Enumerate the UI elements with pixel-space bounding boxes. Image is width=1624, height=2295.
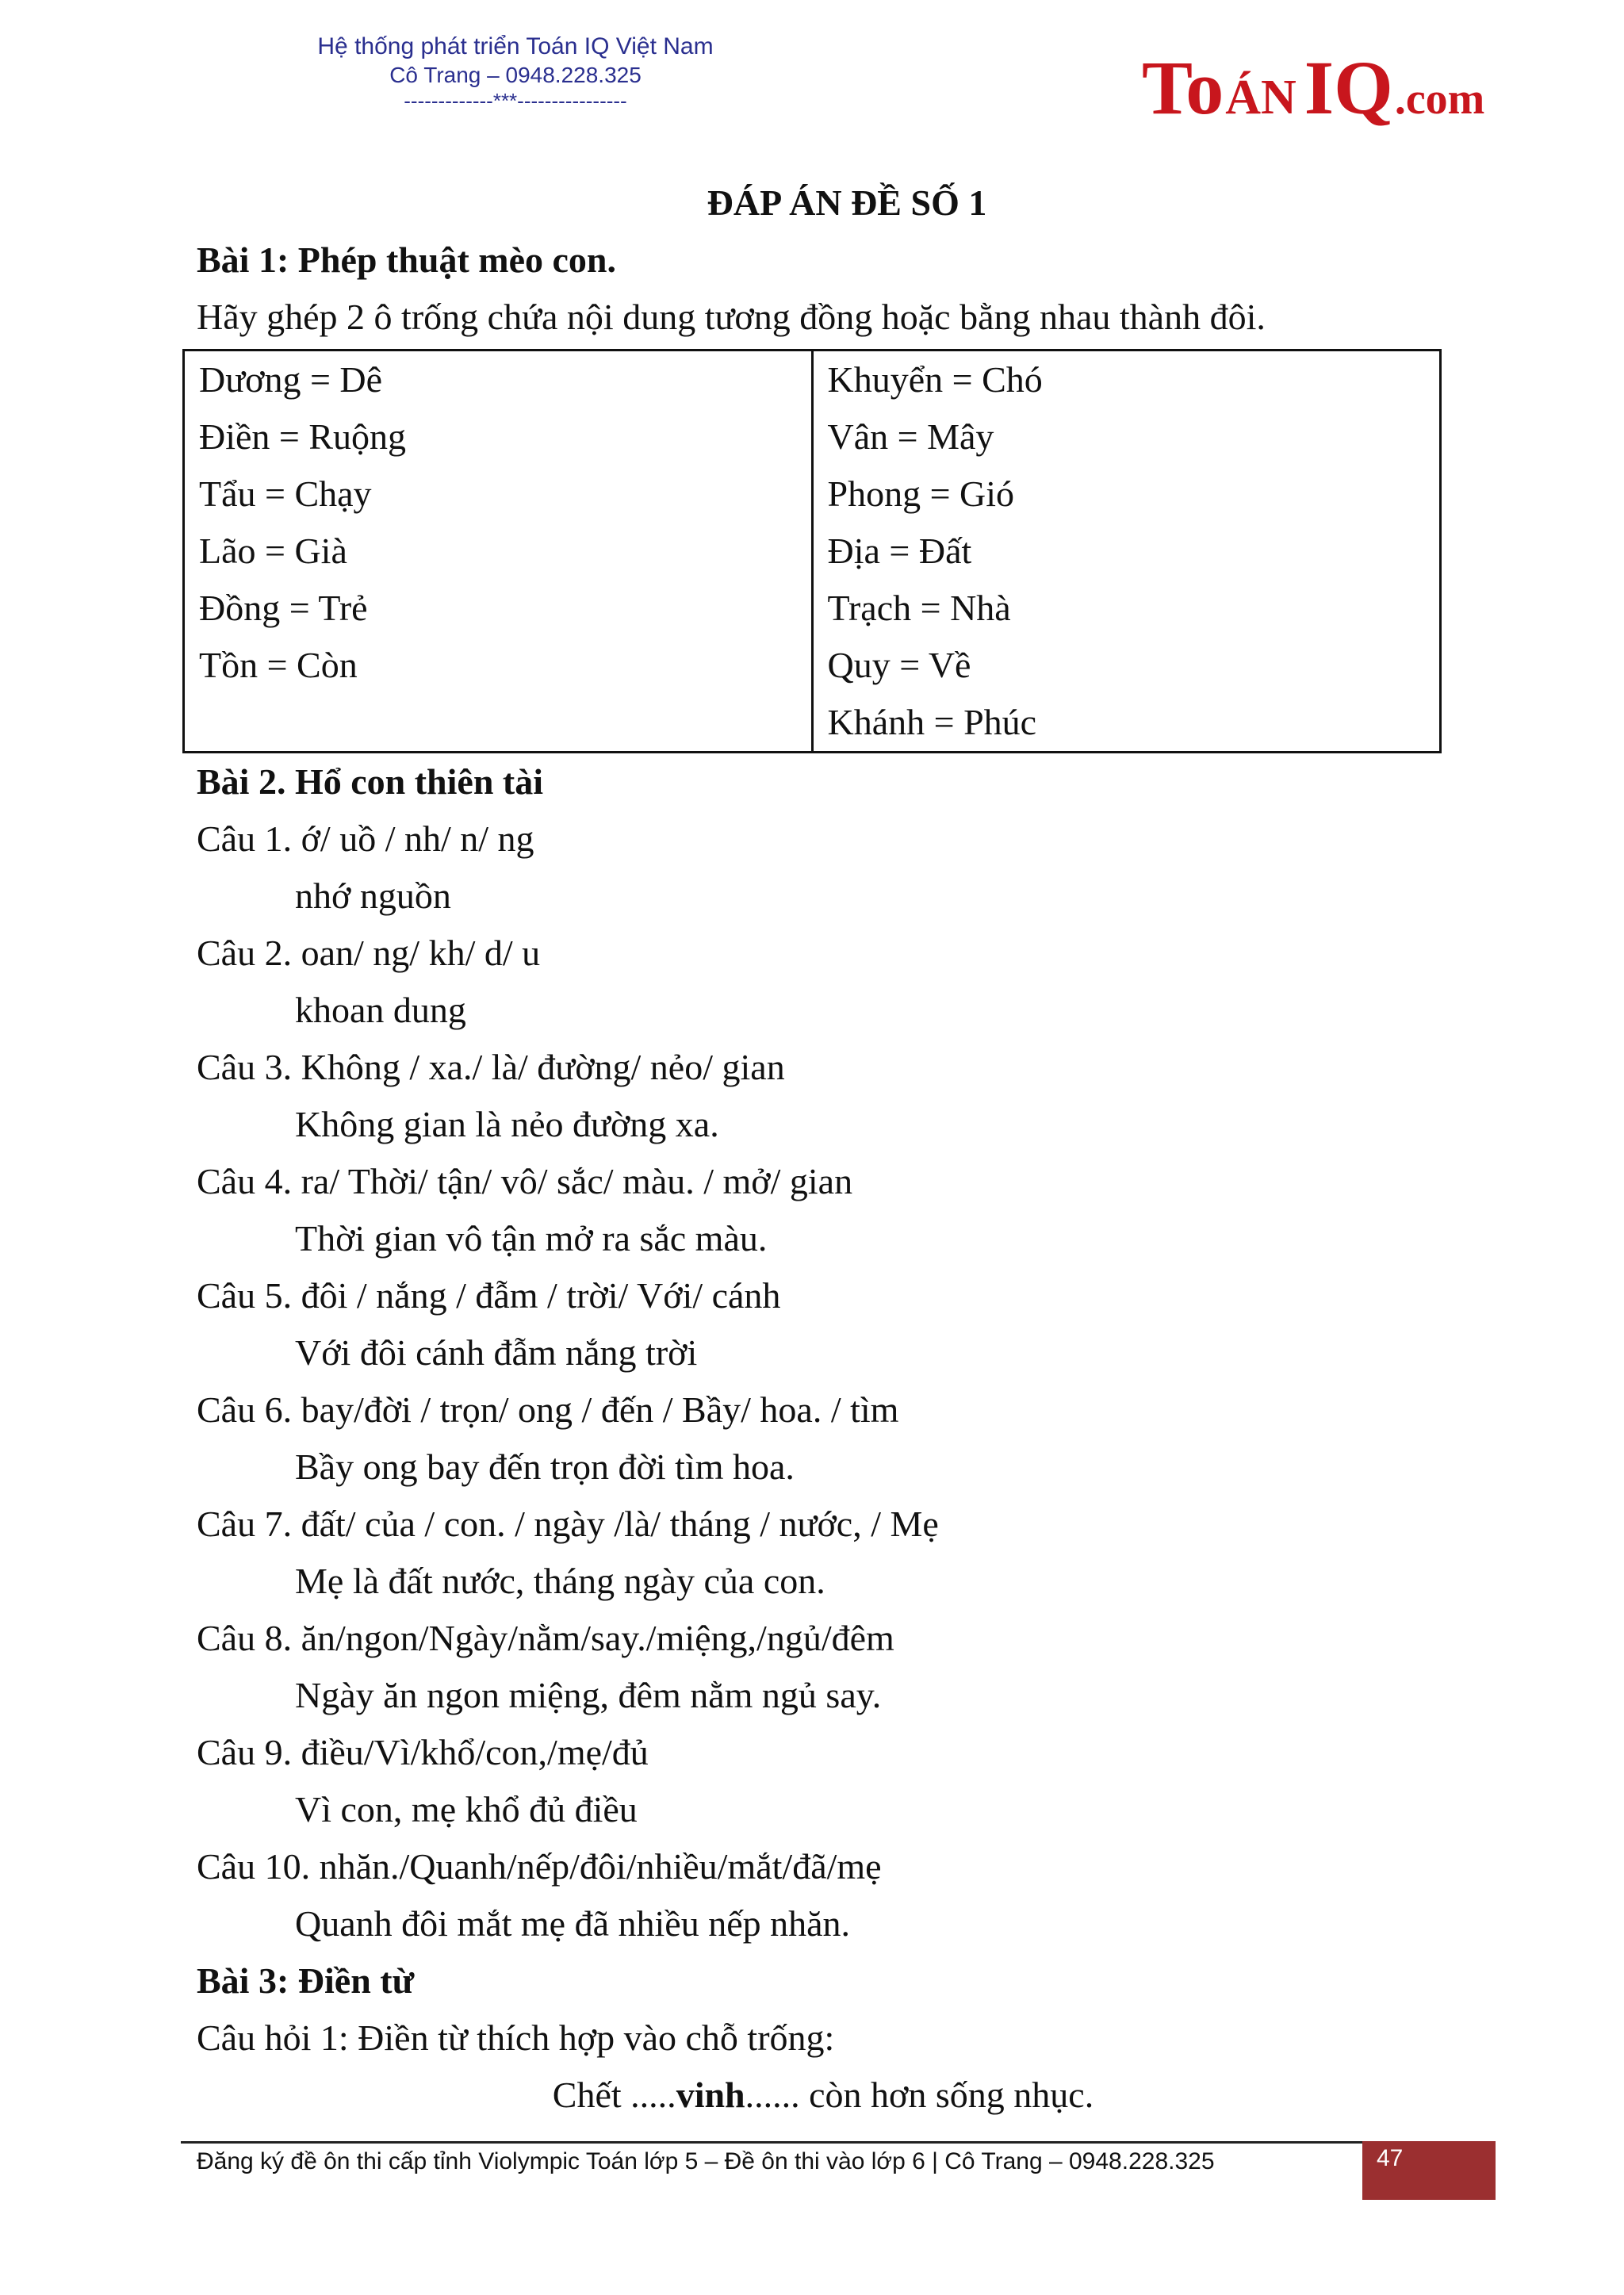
match-pair: Khuyển = Chó — [827, 359, 1043, 400]
match-pair: Quy = Về — [827, 645, 971, 685]
matching-table — [182, 349, 1442, 753]
answer-suffix: ...... còn hơn sống nhục. — [745, 2075, 1094, 2115]
answer-text: Ngày ăn ngon miệng, đêm nằm ngủ say. — [295, 1675, 882, 1715]
question-text: Câu 1. ớ/ uồ / nh/ n/ ng — [197, 818, 534, 859]
logo-part-an: ÁN — [1225, 71, 1297, 125]
answer-text: Với đôi cánh đẫm nắng trời — [295, 1332, 698, 1373]
document-body — [197, 174, 1450, 2124]
toaniq-logo — [1142, 44, 1484, 131]
match-pair: Tồn = Còn — [199, 645, 358, 685]
bai3-question: Câu hỏi 1: Điền từ thích hợp vào chỗ trống: — [197, 2017, 835, 2058]
match-pair: Tẩu = Chạy — [199, 473, 372, 514]
logo-part-iq: IQ — [1304, 45, 1393, 130]
matching-left-column — [184, 351, 813, 753]
logo-part-com: .com — [1394, 75, 1485, 124]
bai1-instruction: Hãy ghép 2 ô trống chứa nội dung tương đồng hoặc bằng nhau thành đôi. — [197, 297, 1266, 337]
question-text: Câu 6. bay/đời / trọn/ ong / đến / Bầy/ hoa. / tìm — [197, 1389, 899, 1430]
bai1-heading: Bài 1: Phép thuật mèo con. — [197, 239, 616, 280]
answer-prefix: Chết ..... — [552, 2075, 676, 2115]
header-org-name: Hệ thống phát triển Toán IQ Việt Nam — [317, 33, 714, 59]
question-text: Câu 2. oan/ ng/ kh/ d/ u — [197, 933, 541, 973]
page-number-badge — [1362, 2141, 1496, 2200]
match-pair: Trạch = Nhà — [827, 588, 1011, 628]
match-pair: Điền = Ruộng — [199, 416, 407, 457]
question-text: Câu 4. ra/ Thời/ tận/ vô/ sắc/ màu. / mở/ gian — [197, 1161, 853, 1201]
match-pair: Vân = Mây — [827, 416, 994, 457]
answer-text: Quanh đôi mắt mẹ đã nhiều nếp nhăn. — [295, 1903, 851, 1944]
header-organization-block — [238, 32, 793, 113]
matching-right-column — [812, 351, 1441, 753]
answer-fill-word: vinh — [676, 2075, 745, 2115]
header-teacher-contact: Cô Trang – 0948.228.325 — [389, 63, 642, 87]
answer-text: Thời gian vô tận mở ra sắc màu. — [295, 1218, 768, 1259]
footer-divider — [181, 2141, 1481, 2144]
answer-text: Không gian là nẻo đường xa. — [295, 1104, 719, 1144]
bai3-heading: Bài 3: Điền từ — [197, 1960, 415, 2001]
page-number: 47 — [1377, 2145, 1404, 2171]
match-pair: Dương = Dê — [199, 359, 383, 400]
footer-text: Đăng ký đề ôn thi cấp tỉnh Violympic Toán lớp 5 – Đề ôn thi vào lớp 6 | Cô Trang – 0948.228.325 — [197, 2148, 1215, 2174]
match-pair: Lão = Già — [199, 531, 347, 571]
answer-text: Bầy ong bay đến trọn đời tìm hoa. — [295, 1446, 795, 1487]
question-text: Câu 5. đôi / nắng / đẫm / trời/ Với/ cánh — [197, 1275, 781, 1316]
answer-text: Mẹ là đất nước, tháng ngày của con. — [295, 1561, 825, 1601]
match-pair: Địa = Đất — [827, 531, 972, 571]
logo-part-to: To — [1142, 45, 1224, 130]
page-title: ĐÁP ÁN ĐỀ SỐ 1 — [707, 182, 987, 223]
answer-text: khoan dung — [295, 990, 466, 1030]
header-separator: -------------***---------------- — [404, 89, 627, 113]
question-text: Câu 8. ăn/ngon/Ngày/nằm/say./miệng,/ngủ/đêm — [197, 1618, 894, 1658]
match-pair: Đồng = Trẻ — [199, 588, 368, 628]
question-text: Câu 7. đất/ của / con. / ngày /là/ tháng / nước, / Mẹ — [197, 1504, 939, 1544]
bai3-answer-line — [197, 2067, 1450, 2124]
answer-text: nhớ nguồn — [295, 875, 451, 916]
question-text: Câu 9. điều/Vì/khổ/con,/mẹ/đủ — [197, 1732, 649, 1772]
bai2-heading: Bài 2. Hổ con thiên tài — [197, 761, 544, 802]
question-text: Câu 10. nhăn./Quanh/nếp/đôi/nhiều/mắt/đã/mẹ — [197, 1846, 882, 1887]
question-text: Câu 3. Không / xa./ là/ đường/ nẻo/ gian — [197, 1047, 785, 1087]
match-pair: Khánh = Phúc — [827, 702, 1037, 742]
answer-text: Vì con, mẹ khổ đủ điều — [295, 1789, 638, 1829]
match-pair: Phong = Gió — [827, 473, 1015, 514]
